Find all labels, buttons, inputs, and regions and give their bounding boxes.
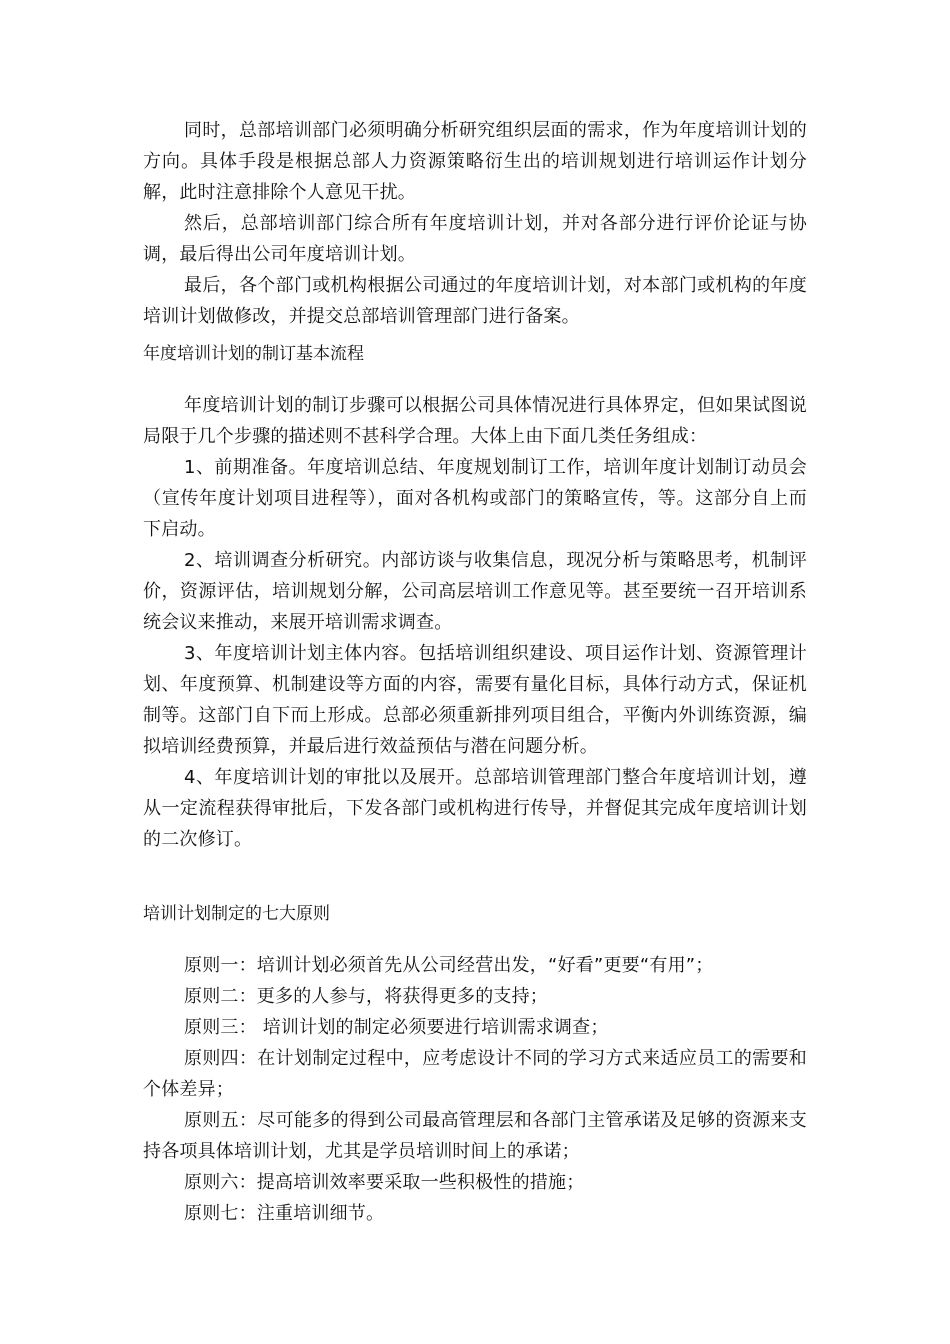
paragraph: 年度培训计划的制订步骤可以根据公司具体情况进行具体界定，但如果试图说局限于几个步骤的描述则不甚科学合理。大体上由下面几类任务组成：: [143, 395, 807, 447]
principles-section: [143, 950, 807, 1229]
principle-item: 原则五：尽可能多的得到公司最高管理层和各部门主管承诺及足够的资源来支持各项具体培训计划，尤其是学员培训时间上的承诺；: [143, 1110, 807, 1162]
principle-item: 原则四：在计划制定过程中，应考虑设计不同的学习方式来适应员工的需要和个体差异；: [143, 1048, 807, 1100]
principle-item: 原则二：更多的人参与，将获得更多的支持；: [184, 986, 548, 1007]
principle-item: 原则六：提高培训效率要采取一些积极性的措施；: [184, 1172, 585, 1193]
principle-item: 原则三： 培训计划的制定必须要进行培训需求调查；: [184, 1017, 609, 1038]
paragraph: 3、年度培训计划主体内容。包括培训组织建设、项目运作计划、资源管理计划、年度预算、机制建设等方面的内容，需要有量化目标，具体行动方式，保证机制等。这部门自下而上形成。总部必须重新排列项目组合，平衡内外训练资源，编拟培训经费预算，并最后进行效益预估与潜在问题分析。: [143, 643, 807, 757]
paragraph: 同时，总部培训部门必须明确分析研究组织层面的需求，作为年度培训计划的方向。具体手段是根据总部人力资源策略衍生出的培训规划进行培训运作计划分解，此时注意排除个人意见干扰。: [143, 120, 807, 203]
paragraph: 2、培训调查分析研究。内部访谈与收集信息，现况分析与策略思考，机制评价，资源评估，培训规划分解，公司高层培训工作意见等。甚至要统一召开培训系统会议来推动，来展开培训需求调查。: [143, 550, 807, 633]
paragraph: 然后，总部培训部门综合所有年度培训计划，并对各部分进行评价论证与协调，最后得出公司年度培训计划。: [143, 213, 807, 265]
process-section: [143, 390, 807, 855]
intro-section: [143, 115, 807, 332]
paragraph: 最后，各个部门或机构根据公司通过的年度培训计划，对本部门或机构的年度培训计划做修改，并提交总部培训管理部门进行备案。: [143, 275, 807, 327]
paragraph: 4、年度培训计划的审批以及展开。总部培训管理部门整合年度培训计划，遵从一定流程获得审批后，下发各部门或机构进行传导，并督促其完成年度培训计划的二次修订。: [143, 767, 807, 850]
section-heading: 培训计划制定的七大原则: [143, 904, 330, 924]
principle-item: 原则七：注重培训细节。: [184, 1203, 385, 1224]
paragraph: 1、前期准备。年度培训总结、年度规划制订工作，培训年度计划制订动员会（宣传年度计划项目进程等），面对各机构或部门的策略宣传，等。这部分自上而下启动。: [143, 457, 807, 540]
principle-item: 原则一：培训计划必须首先从公司经营出发，“好看”更要“有用”；: [184, 955, 714, 976]
section-heading: 年度培训计划的制订基本流程: [143, 344, 364, 364]
